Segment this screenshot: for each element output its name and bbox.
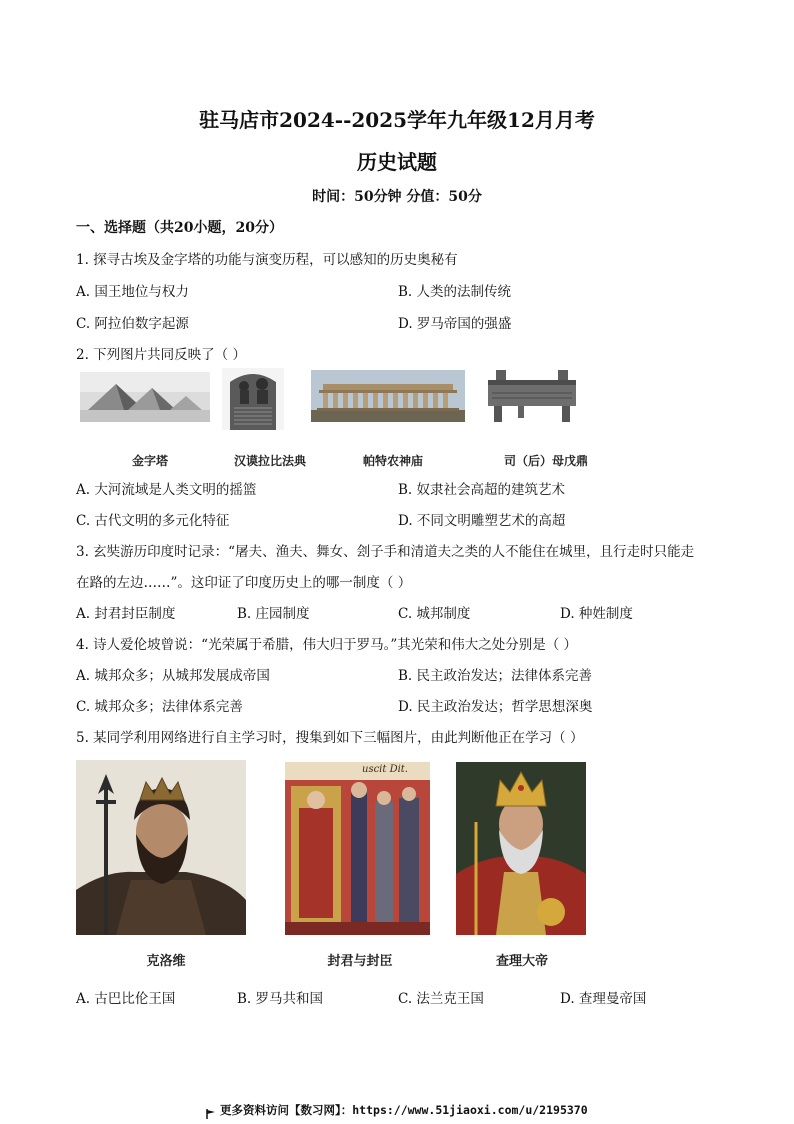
caption-clovis: 克洛维 [146, 954, 186, 969]
q3-option-d: D. 种姓制度 [560, 606, 633, 622]
section-heading: 一、选择题（共20小题，20分） [76, 220, 283, 236]
image-inscription: uscit Dit. [362, 764, 408, 775]
q3-option-a: A. 封君封臣制度 [76, 606, 176, 622]
q4-stem: 4. 诗人爱伦坡曾说：“光荣属于希腊，伟大归于罗马。”其光荣和伟大之处分别是（ ） [76, 637, 578, 653]
q5-stem: 5. 某同学利用网络进行自主学习时，搜集到如下三幅图片，由此判断他正在学习（ ） [76, 730, 584, 746]
q4-option-d: D. 民主政治发达；哲学思想深奥 [398, 699, 593, 715]
q2-option-b: B. 奴隶社会高超的建筑艺术 [398, 482, 566, 498]
q5-option-c: C. 法兰克王国 [398, 991, 484, 1007]
q4-option-b: B. 民主政治发达；法律体系完善 [398, 668, 593, 684]
q1-stem: 1. 探寻古埃及金字塔的功能与演变历程，可以感知的历史奥秘有 [76, 252, 458, 268]
charlemagne-image [456, 762, 586, 935]
hammurabi-stele-image [222, 368, 284, 430]
exam-title: 驻马店市2024--2025学年九年级12月月考 [199, 108, 595, 132]
q3-stem-line1: 3. 玄奘游历印度时记录：“屠夫、渔夫、舞女、刽子手和清道夫之类的人不能住在城里，且行走时只能走 [76, 544, 695, 560]
lord-vassal-image [285, 762, 430, 935]
q1-option-d: D. 罗马帝国的强盛 [398, 316, 512, 332]
time-score: 时间：50分钟 分值：50分 [312, 189, 482, 205]
q5-option-d: D. 查理曼帝国 [560, 991, 647, 1007]
parthenon-image [311, 370, 465, 422]
q1-option-a: A. 国王地位与权力 [76, 284, 189, 300]
caption-lord-vassal: 封君与封臣 [327, 954, 393, 969]
q1-option-c: C. 阿拉伯数字起源 [76, 316, 189, 332]
caption-parthenon: 帕特农神庙 [362, 454, 423, 468]
caption-hammurabi: 汉谟拉比法典 [233, 454, 306, 468]
q2-option-a: A. 大河流域是人类文明的摇篮 [76, 482, 257, 498]
q3-option-b: B. 庄园制度 [237, 606, 310, 622]
caption-charlemagne: 查理大帝 [495, 954, 548, 969]
q3-option-c: C. 城邦制度 [398, 606, 471, 622]
pyramids-image [80, 372, 210, 422]
simuwu-ding-image [478, 368, 586, 424]
q1-option-b: B. 人类的法制传统 [398, 284, 512, 300]
q4-option-c: C. 城邦众多；法律体系完善 [76, 699, 243, 715]
clovis-image [76, 760, 246, 935]
caption-pyramids: 金字塔 [131, 454, 168, 468]
q2-stem: 2. 下列图片共同反映了（ ） [76, 347, 246, 363]
flag-icon [206, 1104, 216, 1114]
q5-option-a: A. 古巴比伦王国 [76, 991, 176, 1007]
q3-stem-line2: 在路的左边……”。这印证了印度历史上的哪一制度（ ） [76, 575, 412, 591]
caption-ding: 司（后）母戊鼎 [503, 454, 588, 468]
q2-option-d: D. 不同文明雕塑艺术的高超 [398, 513, 566, 529]
footer-link[interactable]: 更多资料访问【数习网】：https://www.51jiaoxi.com/u/2195370 [220, 1103, 588, 1117]
subject-title: 历史试题 [357, 150, 437, 174]
q4-option-a: A. 城邦众多；从城邦发展成帝国 [76, 668, 270, 684]
q2-option-c: C. 古代文明的多元化特征 [76, 513, 230, 529]
q5-option-b: B. 罗马共和国 [237, 991, 324, 1007]
